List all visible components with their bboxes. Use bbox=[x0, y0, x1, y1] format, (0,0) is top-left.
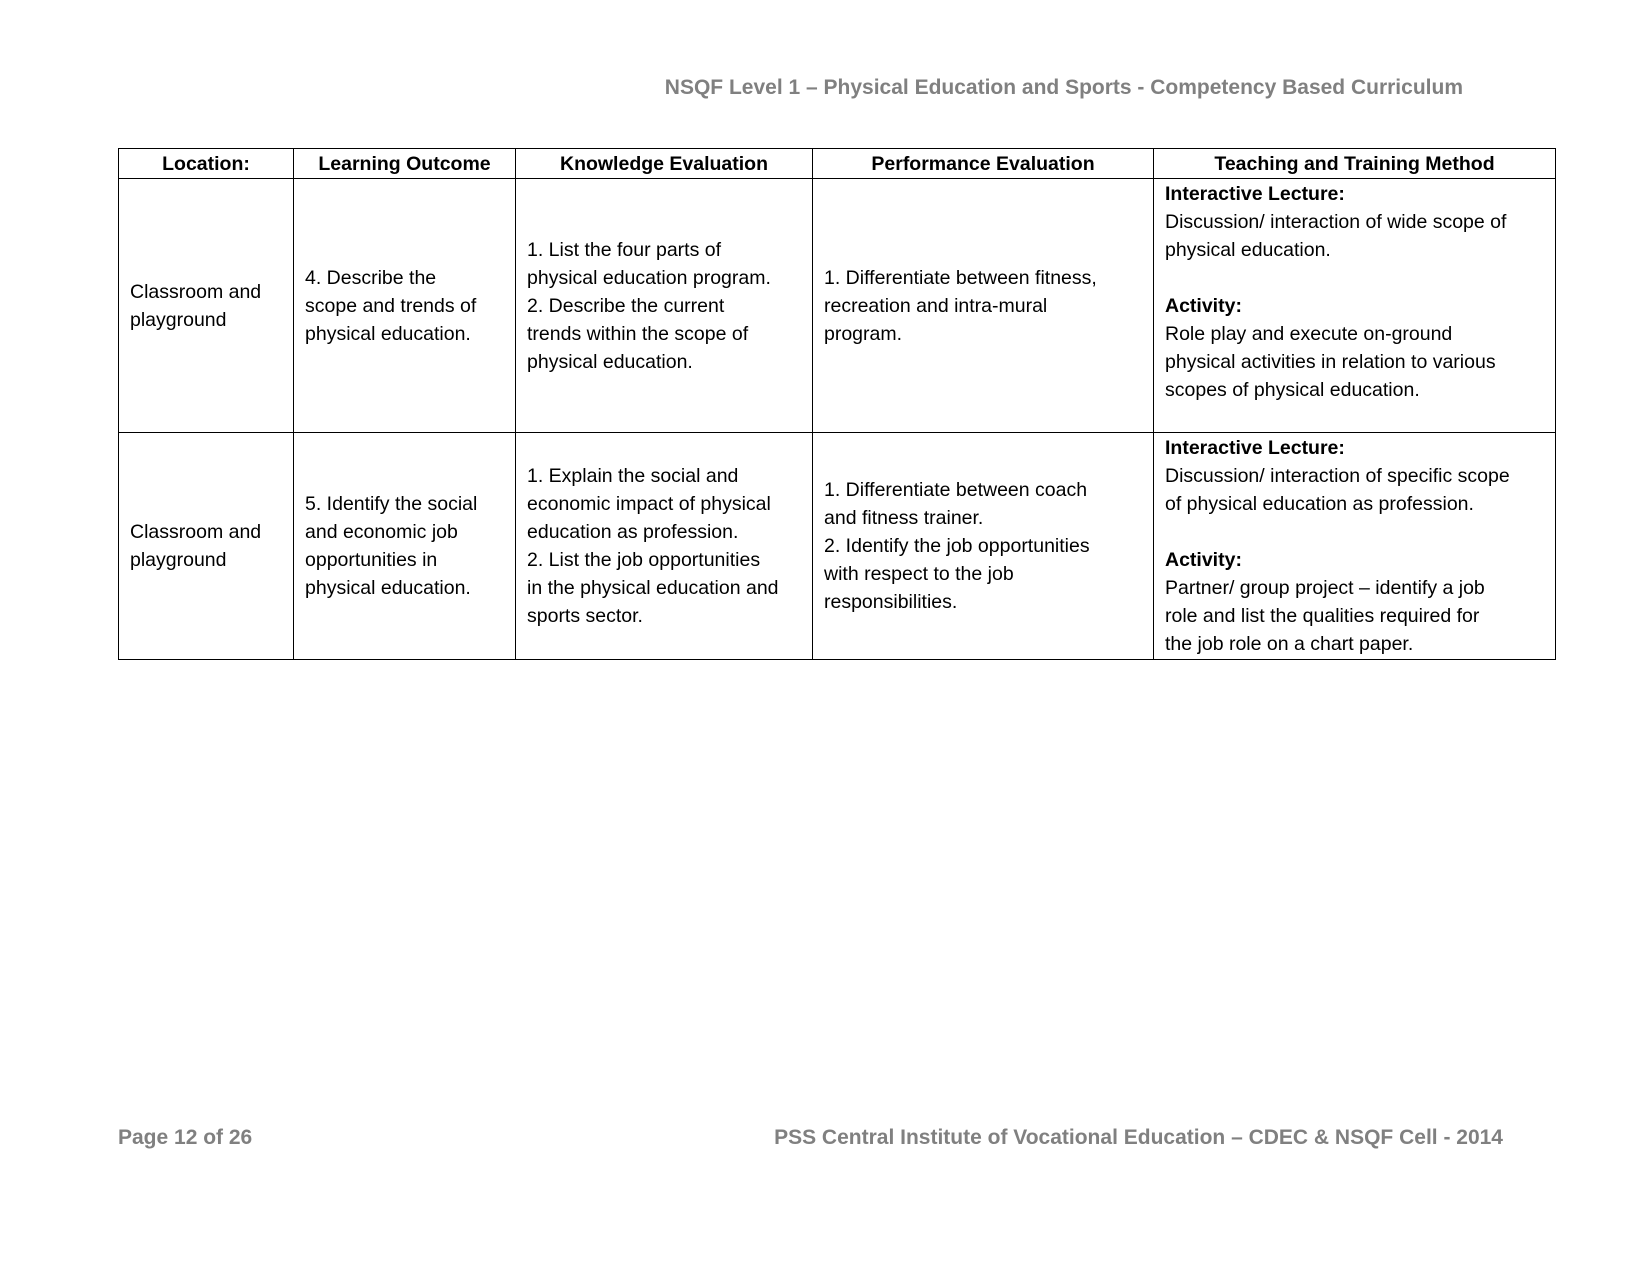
page-number: Page 12 of 26 bbox=[118, 1126, 253, 1149]
location-cell: Classroom and playground bbox=[119, 179, 294, 433]
learning-outcome-cell: 5. Identify the social and economic job opportunities in physical education. bbox=[294, 433, 516, 660]
footer-institute: PSS Central Institute of Vocational Education – CDEC & NSQF Cell - 2014 bbox=[774, 1126, 1503, 1149]
performance-evaluation-cell: 1. Differentiate between coach and fitness trainer. 2. Identify the job opportunities with respect to the job responsibilities. bbox=[813, 433, 1154, 660]
spacer bbox=[1165, 264, 1544, 292]
activity-heading: Activity: bbox=[1165, 295, 1242, 317]
activity-heading: Activity: bbox=[1165, 549, 1242, 571]
knowledge-evaluation-cell: 1. Explain the social and economic impact of physical education as profession. 2. List the job opportunities in the physical education and sports sector. bbox=[516, 433, 813, 660]
lecture-heading: Interactive Lecture: bbox=[1165, 183, 1345, 205]
page-header-title: NSQF Level 1 – Physical Education and Sports - Competency Based Curriculum bbox=[664, 76, 1463, 99]
performance-evaluation-cell: 1. Differentiate between fitness, recreation and intra-mural program. bbox=[813, 179, 1154, 433]
lecture-heading: Interactive Lecture: bbox=[1165, 437, 1345, 459]
lecture-text: Discussion/ interaction of wide scope of physical education. bbox=[1165, 211, 1507, 261]
column-header-learning-outcome: Learning Outcome bbox=[294, 149, 516, 179]
activity-text: Partner/ group project – identify a job role and list the qualities required for the job role on a chart paper. bbox=[1165, 577, 1485, 655]
knowledge-evaluation-cell: 1. List the four parts of physical education program. 2. Describe the current trends within the scope of physical education. bbox=[516, 179, 813, 433]
curriculum-table bbox=[118, 148, 1556, 660]
activity-text: Role play and execute on-ground physical activities in relation to various scopes of physical education. bbox=[1165, 323, 1496, 401]
table-row bbox=[119, 179, 1556, 433]
column-header-teaching-method: Teaching and Training Method bbox=[1154, 149, 1556, 179]
column-header-knowledge-evaluation: Knowledge Evaluation bbox=[516, 149, 813, 179]
lecture-text: Discussion/ interaction of specific scope of physical education as profession. bbox=[1165, 465, 1510, 515]
column-header-performance-evaluation: Performance Evaluation bbox=[813, 149, 1154, 179]
spacer bbox=[1165, 518, 1544, 546]
table-row bbox=[119, 433, 1556, 660]
location-cell: Classroom and playground bbox=[119, 433, 294, 660]
learning-outcome-cell: 4. Describe the scope and trends of physical education. bbox=[294, 179, 516, 433]
teaching-method-cell bbox=[1154, 179, 1556, 433]
column-header-location: Location: bbox=[119, 149, 294, 179]
table-header-row bbox=[119, 149, 1556, 179]
teaching-method-cell bbox=[1154, 433, 1556, 660]
